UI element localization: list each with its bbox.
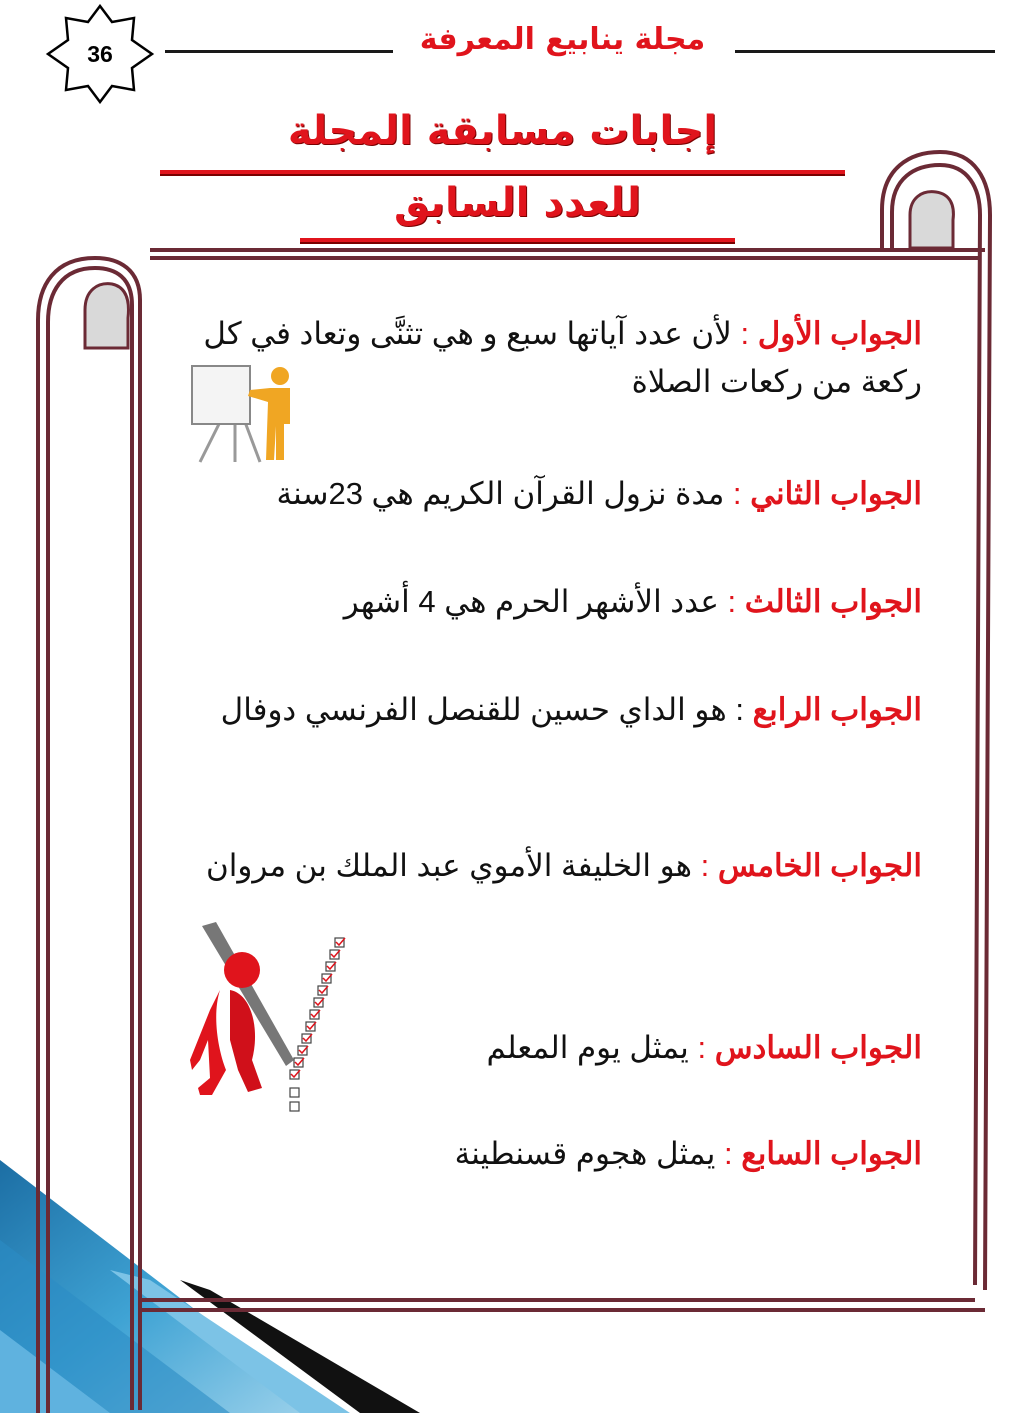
magazine-title: مجلة ينابيع المعرفة	[419, 22, 706, 57]
answer-label: الجواب الثاني	[750, 476, 922, 511]
answer-separator: :	[723, 1136, 733, 1171]
header-rule-left	[165, 50, 393, 53]
answer-separator: :	[697, 1030, 707, 1065]
page-number: 36	[87, 40, 113, 67]
answer-text: يمثل يوم المعلم	[486, 1030, 689, 1065]
answer-5	[180, 842, 922, 890]
page-title-line-2: للعدد السابق	[393, 180, 641, 226]
answer-text: هو الخليفة الأموي عبد الملك بن مروان	[206, 848, 692, 883]
answer-separator: :	[727, 584, 737, 619]
answer-1	[180, 310, 922, 406]
answer-text: لأن عدد آياتها سبع و هي تثنَّى وتعاد في كل ركعة من ركعات الصلاة	[203, 316, 922, 399]
answer-text: عدد الأشهر الحرم هي 4 أشهر	[343, 584, 719, 619]
answer-separator: :	[732, 476, 742, 511]
title-underline-1	[160, 170, 845, 174]
header-rule-right	[735, 50, 995, 53]
answer-separator: :	[735, 692, 744, 727]
answer-4	[180, 686, 922, 734]
answer-text: هو الداي حسين للقنصل الفرنسي دوفال	[220, 692, 727, 727]
answer-label: الجواب الخامس	[717, 848, 922, 883]
answer-label: الجواب السادس	[714, 1030, 922, 1065]
answer-text: يمثل هجوم قسنطينة	[454, 1136, 716, 1171]
answer-label: الجواب الثالث	[744, 584, 922, 619]
title-underline-2	[300, 238, 735, 242]
answer-text: مدة نزول القرآن الكريم هي 23سنة	[276, 476, 725, 511]
answer-2	[180, 470, 922, 518]
page-number-badge	[44, 4, 156, 104]
answer-separator: :	[700, 848, 710, 883]
answer-7	[180, 1130, 922, 1178]
checklist-figure-icon	[190, 920, 355, 1125]
page-title-line-1: إجابات مسابقة المجلة	[287, 108, 718, 154]
answer-label: الجواب الرابع	[752, 692, 922, 727]
answer-separator: :	[740, 316, 750, 351]
answer-6	[180, 1024, 922, 1072]
answer-label: الجواب الأول	[757, 316, 922, 351]
answer-label: الجواب السابع	[741, 1136, 922, 1171]
answer-3	[180, 578, 922, 626]
